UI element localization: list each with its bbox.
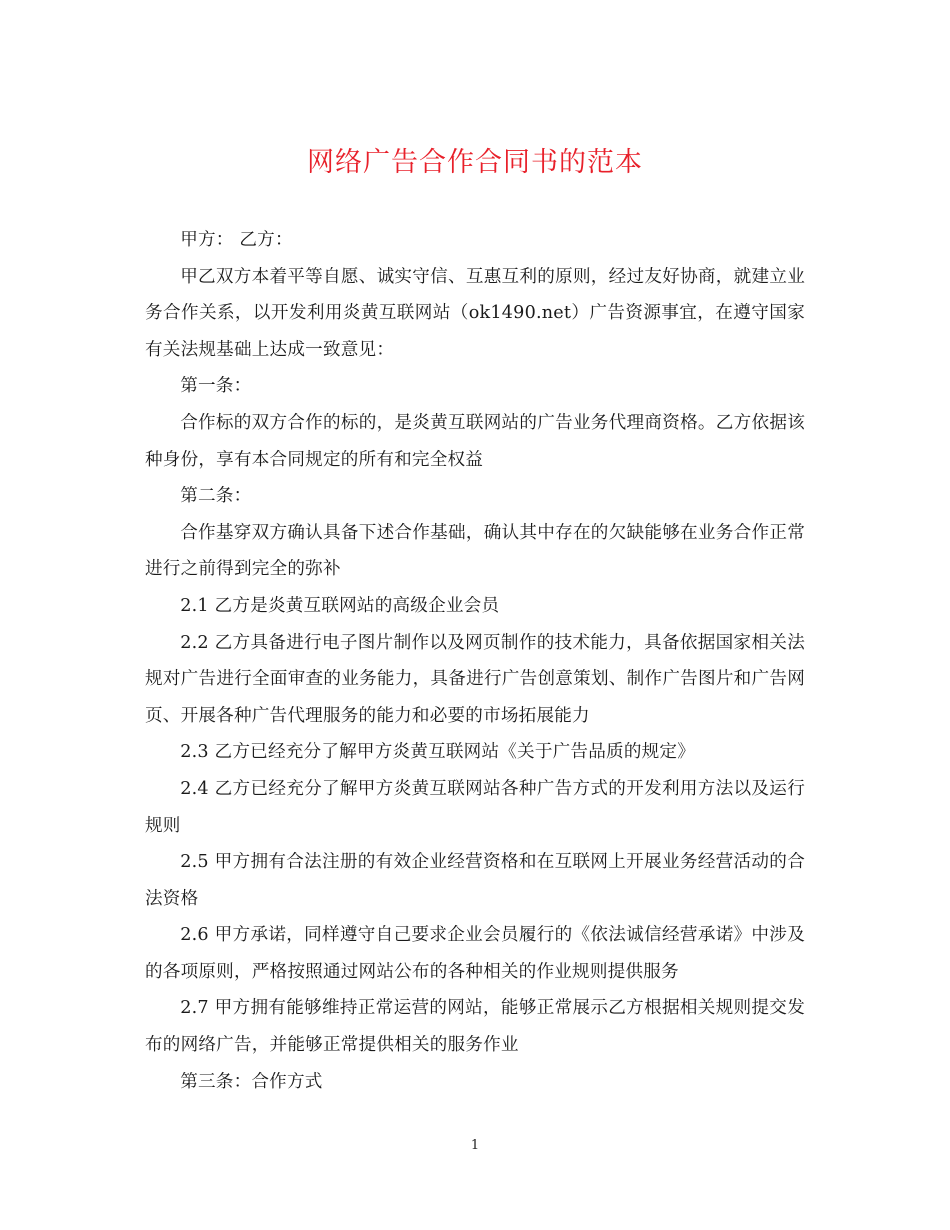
paragraph-article-2-body: 合作基穿双方确认具备下述合作基础，确认其中存在的欠缺能够在业务合作正常进行之前得到完全的弥补	[145, 522, 805, 580]
paragraph-article-2-heading: 第二条：	[180, 486, 252, 507]
paragraph-clause-2-5: 2.5 甲方拥有合法注册的有效企业经营资格和在互联网上开展业务经营活动的合法资格	[145, 852, 805, 909]
paragraph-clause-2-3: 2.3 乙方已经充分了解甲方炎黄互联网站《关于广告品质的规定》	[180, 742, 695, 763]
paragraph-article-1-heading: 第一条：	[180, 376, 252, 397]
paragraph-clause-2-1: 2.1 乙方是炎黄互联网站的高级企业会员	[180, 595, 500, 616]
paragraph-article-3-heading: 第三条：合作方式	[180, 1071, 323, 1092]
paragraph-article-1-body: 合作标的双方合作的标的，是炎黄互联网站的广告业务代理商资格。乙方依据该种身份，享有本合同规定的所有和完全权益	[145, 412, 805, 470]
paragraph-preamble: 甲乙双方本着平等自愿、诚实守信、互惠互利的原则，经过友好协商，就建立业务合作关系，以开发利用炎黄互联网站（ok1490.net）广告资源事宜，在遵守国家有关法规基础上达成一致意见：	[145, 266, 805, 360]
document-body	[145, 222, 805, 1100]
paragraph-clause-2-2: 2.2 乙方具备进行电子图片制作以及网页制作的技术能力，具备依据国家相关法规对广告进行全面审查的业务能力，具备进行广告创意策划、制作广告图片和广告网页、开展各种广告代理服务的能力和必要的市场拓展能力	[145, 632, 805, 726]
paragraph-parties: 甲方： 乙方：	[180, 230, 293, 250]
paragraph-clause-2-7: 2.7 甲方拥有能够维持正常运营的网站，能够正常展示乙方根据相关规则提交发布的网络广告，并能够正常提供相关的服务作业	[145, 998, 805, 1056]
page-number: 1	[470, 1138, 480, 1153]
paragraph-clause-2-4: 2.4 乙方已经充分了解甲方炎黄互联网站各种广告方式的开发利用方法以及运行规则	[145, 778, 805, 836]
document-title: 网络广告合作合同书的范本	[307, 147, 643, 178]
paragraph-clause-2-6: 2.6 甲方承诺，同样遵守自己要求企业会员履行的《依法诚信经营承诺》中涉及的各项原则，严格按照通过网站公布的各种相关的作业规则提供服务	[145, 925, 805, 982]
